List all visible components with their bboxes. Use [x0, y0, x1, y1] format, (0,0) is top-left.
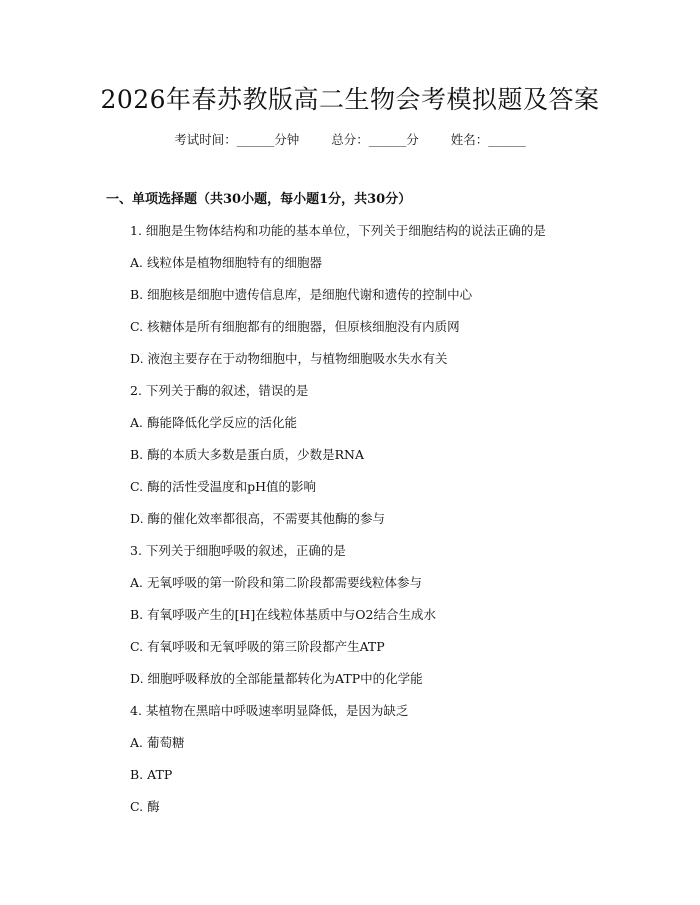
exam-time-field: 考试时间：______分钟	[174, 132, 300, 147]
question-4-option-b: B. ATP	[130, 767, 173, 782]
question-2-option-a: A. 酶能降低化学反应的活化能	[130, 415, 297, 430]
question-2-option-d: D. 酶的催化效率都很高，不需要其他酶的参与	[130, 511, 386, 526]
question-2-option-b: B. 酶的本质大多数是蛋白质，少数是RNA	[130, 447, 365, 462]
question-1-option-a: A. 线粒体是植物细胞特有的细胞器	[130, 255, 322, 270]
total-score-field: 总分：______分	[331, 132, 419, 147]
question-1-option-c: C. 核糖体是所有细胞都有的细胞器，但原核细胞没有内质网	[130, 319, 460, 334]
question-3-option-c: C. 有氧呼吸和无氧呼吸的第三阶段都产生ATP	[130, 639, 385, 654]
question-3-option-d: D. 细胞呼吸释放的全部能量都转化为ATP中的化学能	[130, 671, 423, 686]
question-2-stem: 2. 下列关于酶的叙述，错误的是	[130, 383, 309, 398]
question-3-stem: 3. 下列关于细胞呼吸的叙述，正确的是	[130, 543, 346, 558]
question-3-option-a: A. 无氧呼吸的第一阶段和第二阶段都需要线粒体参与	[130, 575, 422, 590]
question-1-stem: 1. 细胞是生物体结构和功能的基本单位，下列关于细胞结构的说法正确的是	[130, 223, 546, 238]
question-3-option-b: B. 有氧呼吸产生的[H]在线粒体基质中与O2结合生成水	[130, 607, 436, 622]
question-4-option-a: A. 葡萄糖	[130, 735, 185, 750]
document-title: 2026年春苏教版高二生物会考模拟题及答案	[100, 85, 600, 114]
question-2-option-c: C. 酶的活性受温度和pH值的影响	[130, 479, 316, 494]
question-1-option-d: D. 液泡主要存在于动物细胞中，与植物细胞吸水失水有关	[130, 351, 448, 366]
student-name-field: 姓名：______	[450, 132, 526, 147]
question-4-stem: 4. 某植物在黑暗中呼吸速率明显降低，是因为缺乏	[130, 703, 409, 718]
question-4-option-c: C. 酶	[130, 799, 160, 814]
exam-info-line	[0, 131, 700, 149]
question-1-option-b: B. 细胞核是细胞中遗传信息库，是细胞代谢和遗传的控制中心	[130, 287, 473, 302]
section-heading: 一、单项选择题（共30小题，每小题1分，共30分）	[106, 192, 412, 207]
